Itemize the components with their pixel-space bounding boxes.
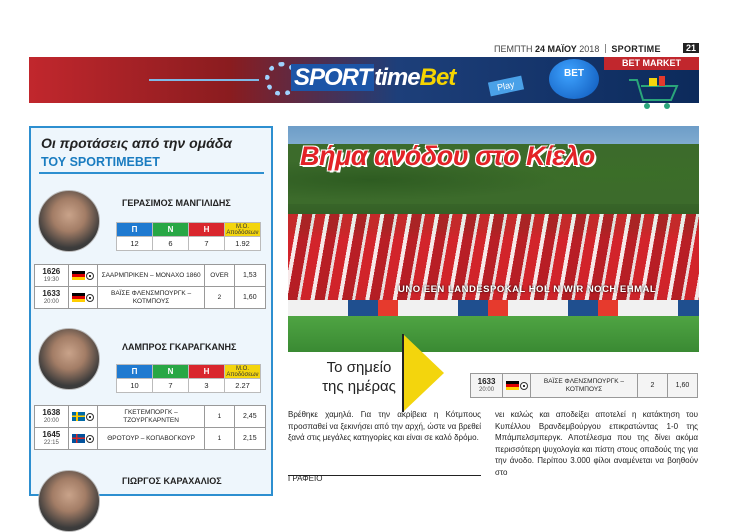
tip-match: ΣΑΑΡΜΠΡΙΚΕΝ – ΜΟΝΑΧΟ 1860 [97, 265, 205, 287]
tip-flag [68, 406, 97, 428]
tip-odd: 1,60 [667, 374, 697, 398]
stat-loss: 3 [189, 379, 225, 393]
tip-bet: 1 [205, 428, 234, 450]
photo-fan-banner: UNO EEN LANDESPOKAL HOL N WIR NOCH EHMAL [398, 284, 657, 295]
football-icon [86, 272, 94, 280]
stat-avg-odds: 2.27 [225, 379, 261, 393]
tip-bet: 1 [205, 406, 234, 428]
expert-tips-table [34, 264, 266, 309]
tip-bet: 2 [638, 374, 668, 398]
spot-of-day-label: Το σημείο της ημέρας [322, 359, 396, 395]
sportimebet-logo [291, 64, 455, 92]
tip-code-number: 1633 [42, 288, 61, 298]
expert-stats [116, 222, 261, 251]
day-tip-table [470, 373, 698, 398]
avatar [38, 470, 100, 532]
expert-tips-table [34, 405, 266, 450]
stat-win: 12 [117, 237, 153, 251]
stat-header-avg-odds: Μ.Ο. Αποδόσεων [226, 223, 259, 236]
tip-flag [68, 428, 97, 450]
arrow-right-icon [404, 335, 444, 411]
tip-row[interactable] [35, 428, 266, 450]
tip-time: 20:00 [479, 386, 495, 393]
photo-pitch [288, 316, 699, 352]
tip-match: ΒΑΪΣΕ ΦΛΕΝΣΜΠΟΥΡΓΚ – ΚΟΤΜΠΟΥΣ [530, 374, 637, 398]
expert-picks-panel [29, 126, 273, 496]
tip-time: 22:15 [43, 439, 59, 446]
tip-flag [68, 287, 97, 309]
issue-date [494, 44, 599, 54]
football-icon [520, 382, 528, 390]
logo-sport: SPORT [291, 64, 374, 91]
tip-row[interactable] [35, 287, 266, 309]
article-headline: Βήμα ανόδου στο Κίελο [300, 141, 595, 171]
stat-header-push: Ν [153, 223, 189, 237]
tip-flag [503, 374, 531, 398]
panel-title: Οι προτάσεις από την ομάδα [41, 135, 232, 151]
tip-bet: 2 [205, 287, 234, 309]
stat-loss: 7 [189, 237, 225, 251]
tip-code [471, 374, 503, 398]
expert-name: ΓΙΩΡΓΟΣ ΚΑΡΑΧΑΛΙΟΣ [122, 476, 222, 486]
bet-button-graphic: BET [549, 59, 599, 99]
publication-name: SPORTIME [611, 44, 661, 54]
tip-odd: 1,53 [234, 265, 265, 287]
tip-time: 20:00 [43, 417, 59, 424]
football-icon [86, 413, 94, 421]
tip-odd: 1,60 [234, 287, 265, 309]
tip-match: ΘΡΟΤΟΥΡ – ΚΟΠΑΒΟΓΚΟΥΡ [97, 428, 205, 450]
tip-code-number: 1626 [42, 266, 61, 276]
page-header [494, 44, 699, 58]
tip-code-number: 1638 [42, 407, 61, 417]
tip-code [35, 287, 69, 309]
expert-name: ΛΑΜΠΡΟΣ ΓΚΑΡΑΓΚΑΝΗΣ [122, 342, 237, 352]
stat-header-loss: Η [189, 223, 225, 237]
sweden-flag-icon [72, 412, 85, 421]
football-icon [86, 294, 94, 302]
stat-header-push: Ν [153, 365, 189, 379]
tip-code [35, 265, 69, 287]
tip-row[interactable] [471, 374, 698, 398]
football-icon [86, 435, 94, 443]
panel-subtitle: ΤΟΥ SPORTIMEBET [41, 155, 160, 169]
feature-photo [288, 126, 699, 352]
tip-flag [68, 265, 97, 287]
logo-bet: Bet [419, 64, 456, 91]
tip-odd: 2,45 [234, 406, 265, 428]
stat-avg-odds: 1.92 [225, 237, 261, 251]
avatar [38, 328, 100, 390]
section-label: BET MARKET [604, 57, 699, 70]
stat-header-win: Π [117, 365, 153, 379]
tip-code-number: 1633 [477, 376, 496, 386]
stat-push: 6 [153, 237, 189, 251]
date-year: 2018 [579, 44, 600, 54]
avatar [38, 190, 100, 252]
tip-odd: 2,15 [234, 428, 265, 450]
shopping-cart-icon [625, 74, 685, 112]
photo-adboards [288, 300, 699, 316]
stat-header-avg-odds: Μ.Ο. Αποδόσεων [226, 365, 259, 378]
tip-match: ΓΚΕΤΕΜΠΟΡΓΚ – ΤΖΟΥΡΓΚΑΡΝΤΕΝ [97, 406, 205, 428]
tip-code-number: 1645 [42, 429, 61, 439]
germany-flag-icon [72, 271, 85, 280]
tip-code [35, 406, 69, 428]
play-key: Play [488, 76, 524, 97]
article-subheading: ΓΡΑΦΕΙΟ [288, 474, 323, 483]
iceland-flag-icon [72, 434, 85, 443]
stat-header-win: Π [117, 223, 153, 237]
stat-header-loss: Η [189, 365, 225, 379]
expert-name: ΓΕΡΑΣΙΜΟΣ ΜΑΝΓΙΛΙΔΗΣ [122, 198, 231, 208]
sportimebet-banner[interactable] [29, 57, 699, 103]
tip-code [35, 428, 69, 450]
tip-time: 20:00 [43, 298, 59, 305]
germany-flag-icon [72, 293, 85, 302]
tip-bet: OVER [205, 265, 234, 287]
tip-time: 19:30 [43, 276, 59, 283]
stat-win: 10 [117, 379, 153, 393]
tip-row[interactable] [35, 406, 266, 428]
article-column-1: Βρέθηκε χαμηλά. Για την ακρίβεια η Κότμπους προσπαθεί να ξεκινήσει από την αρχή, ώστε να βρεθεί ξανά στις μεγάλες κατηγορίες και είναι σε καλό δρόμο. [288, 410, 481, 442]
germany-flag-icon [506, 381, 519, 390]
expert-stats [116, 364, 261, 393]
stat-push: 7 [153, 379, 189, 393]
page-number: 21 [683, 43, 699, 53]
logo-time: time [374, 64, 420, 91]
date-day: ΠΕΜΠΤΗ [494, 44, 533, 54]
article-column-2: νει καλώς και αποδείξει αποτελεί η κατάκτηση του Κυπέλλου Βρανδεμβούργου επικρατώντας 1-0 της Μπάμπελσμπεργκ. Αποτέλεσμα που της δίνει ακόμα περισσότερη ψυχολογία και πίστη στους οπαδούς της για την άνοδο. Περίπου 3.000 φίλοι αναμένεται να βοηθούν στο [495, 410, 698, 477]
pulse-line-icon [149, 79, 259, 81]
header-divider [605, 44, 606, 53]
tip-match: ΒΑΪΣΕ ΦΛΕΝΣΜΠΟΥΡΓΚ – ΚΟΤΜΠΟΥΣ [97, 287, 205, 309]
tip-row[interactable] [35, 265, 266, 287]
panel-underline [39, 172, 264, 174]
date-main: 24 ΜΑΪΟΥ [535, 44, 577, 54]
